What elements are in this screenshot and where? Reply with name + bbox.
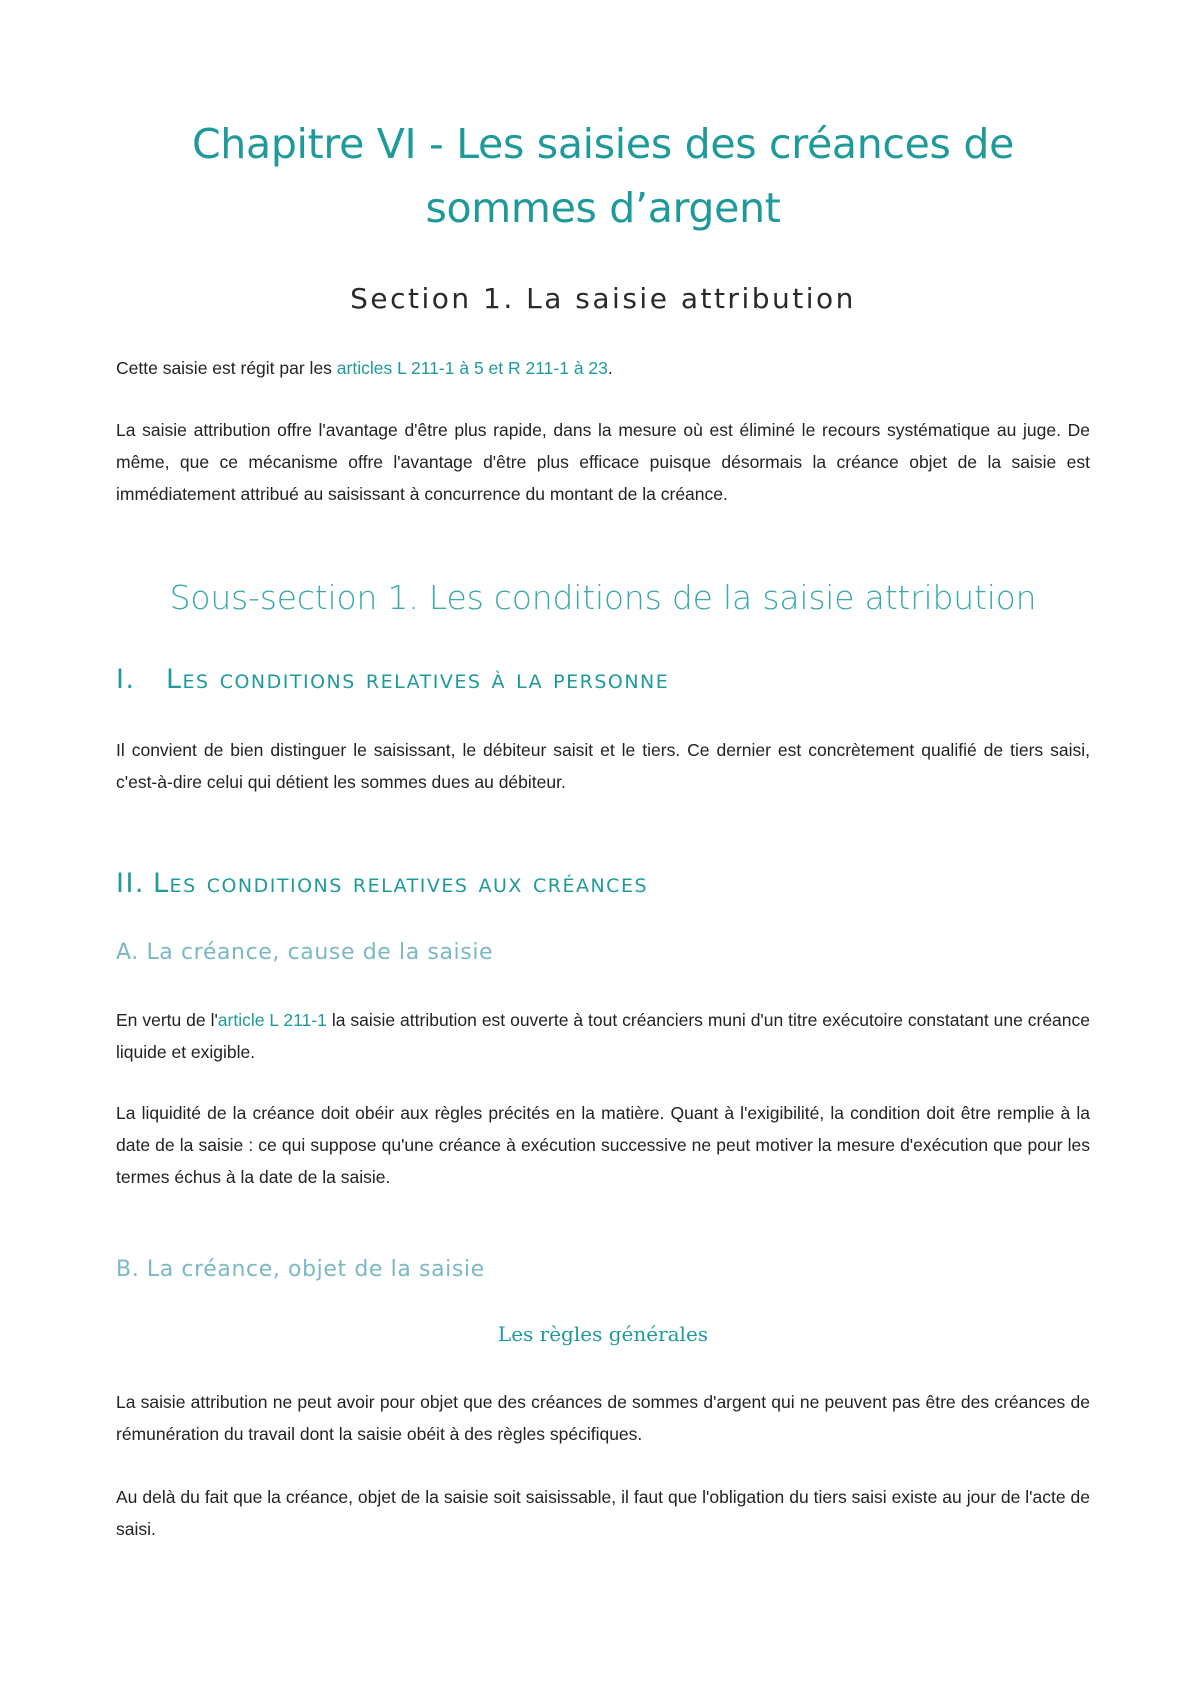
intro-paragraph: [116, 352, 1090, 384]
advantage-paragraph: La saisie attribution offre l'avantage d'être plus rapide, dans la mesure où est éliminé le recours systématique au juge. De même, que ce mécanisme offre l'avantage d'être plus efficace puisque désormais la créance objet de la saisie est immédiatement attribué au saisissant à concurrence du montant de la créance.: [116, 420, 1090, 504]
articles-link[interactable]: articles L 211-1 à 5 et R 211-1 à 23: [336, 358, 608, 378]
heading-cause: A. La créance, cause de la saisie: [116, 940, 494, 965]
intro-text-after: .: [607, 358, 613, 378]
section-title: Section 1. La saisie attribution: [350, 282, 856, 315]
heading-personne-text: Les conditions relatives à la personne: [166, 664, 670, 695]
vertu-paragraph: [116, 1004, 1090, 1068]
intro-text-before: Cette saisie est régit par les: [116, 358, 337, 378]
vertu-text-before: En vertu de l': [116, 1010, 218, 1030]
rules-heading: Les règles générales: [497, 1322, 709, 1346]
liquidite-paragraph: La liquidité de la créance doit obéir aux règles précités en la matière. Quant à l'exigibilité, la condition doit être remplie à la date de la saisie : ce qui suppose qu'une créance à exécution successive ne peut motiver la mesure d'exécution que pour les termes échus à la date de la saisie.: [116, 1103, 1090, 1187]
heading-personne-number: I.: [116, 664, 136, 695]
obligation-paragraph: Au delà du fait que la créance, objet de la saisie soit saisissable, il faut que l'obligation du tiers saisi existe au jour de l'acte de saisi.: [116, 1487, 1090, 1539]
chapter-title-line-2: sommes d’argent: [425, 184, 781, 232]
heading-creances: [116, 868, 1090, 899]
chapter-title: [116, 112, 1090, 240]
vertu-text-after: la saisie attribution est ouverte à tout créanciers muni d'un titre exécutoire constatant une créance liquide et exigible.: [116, 1010, 1090, 1062]
heading-objet: B. La créance, objet de la saisie: [116, 1257, 485, 1282]
heading-creances-number: II.: [116, 868, 146, 899]
heading-personne: [116, 664, 1090, 695]
objet-paragraph: La saisie attribution ne peut avoir pour objet que des créances de sommes d'argent qui ne peuvent pas être des créances de rémunération du travail dont la saisie obéit à des règles spécifiques.: [116, 1392, 1090, 1444]
chapter-title-line-1: Chapitre VI - Les saisies des créances de: [191, 120, 1014, 168]
heading-creances-text: Les conditions relatives aux créances: [153, 868, 649, 899]
personne-paragraph: Il convient de bien distinguer le saisissant, le débiteur saisit et le tiers. Ce dernier est concrètement qualifié de tiers saisi, c'est-à-dire celui qui détient les sommes dues au débiteur.: [116, 740, 1090, 792]
subsection-title: Sous-section 1. Les conditions de la saisie attribution: [169, 578, 1037, 617]
article-link[interactable]: article L 211-1: [217, 1010, 327, 1030]
